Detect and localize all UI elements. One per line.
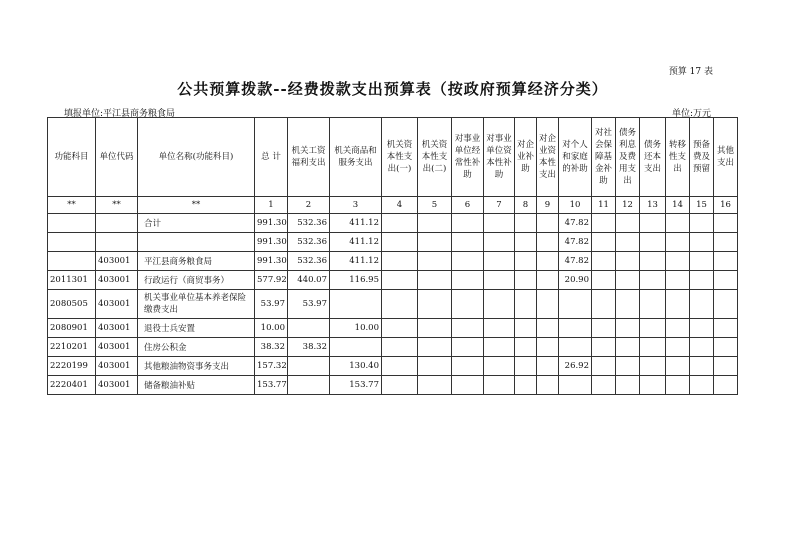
table-row [48,252,738,271]
cell-c2: 130.40 [330,357,382,376]
cell-empty [592,319,616,338]
column-header: 机关商品和服务支出 [330,118,382,197]
index-cell: 2 [288,197,330,214]
cell-empty [515,252,537,271]
cell-empty [537,376,559,395]
cell-empty [714,214,738,233]
table-row [48,271,738,290]
index-row [48,197,738,214]
cell-empty [452,290,484,319]
cell-c1: 440.07 [288,271,330,290]
cell-c1: 532.36 [288,233,330,252]
index-cell: 5 [418,197,452,214]
index-cell: 11 [592,197,616,214]
cell-empty [452,319,484,338]
cell-empty [484,271,515,290]
cell-unit [96,233,138,252]
cell-empty [592,252,616,271]
cell-empty [714,271,738,290]
cell-empty [418,214,452,233]
index-cell: 3 [330,197,382,214]
index-cell: 8 [515,197,537,214]
cell-total: 10.00 [255,319,288,338]
column-header: 机关资本性支出(二) [418,118,452,197]
cell-c2: 411.12 [330,214,382,233]
column-header: 对企业资本性支出 [537,118,559,197]
cell-empty [690,357,714,376]
cell-empty [382,357,418,376]
cell-c1 [288,376,330,395]
cell-empty [714,290,738,319]
cell-total: 157.32 [255,357,288,376]
cell-empty [640,357,666,376]
cell-empty [616,338,640,357]
column-header: 对事业单位经常性补助 [452,118,484,197]
cell-c1 [288,357,330,376]
index-cell: ** [138,197,255,214]
cell-empty [640,319,666,338]
header-row [48,118,738,197]
cell-code: 2011301 [48,271,96,290]
cell-c2: 153.77 [330,376,382,395]
index-cell: 1 [255,197,288,214]
cell-empty [666,338,690,357]
cell-empty [690,338,714,357]
cell-empty [537,357,559,376]
cell-empty [666,271,690,290]
cell-empty [382,252,418,271]
cell-empty [666,319,690,338]
cell-empty [484,233,515,252]
cell-empty [537,271,559,290]
cell-unit: 403001 [96,290,138,319]
cell-code: 2220199 [48,357,96,376]
cell-empty [515,214,537,233]
cell-empty [714,252,738,271]
cell-c10: 20.90 [559,271,592,290]
cell-code [48,214,96,233]
cell-empty [382,338,418,357]
column-header: 对事业单位资本性补助 [484,118,515,197]
cell-empty [666,233,690,252]
cell-empty [418,357,452,376]
cell-empty [537,319,559,338]
cell-code: 2220401 [48,376,96,395]
cell-empty [640,252,666,271]
cell-code: 2080901 [48,319,96,338]
cell-name: 行政运行（商贸事务） [138,271,255,290]
column-header: 对个人和家庭的补助 [559,118,592,197]
cell-empty [640,338,666,357]
cell-unit: 403001 [96,357,138,376]
cell-empty [418,271,452,290]
column-header: 转移性支出 [666,118,690,197]
index-cell: 9 [537,197,559,214]
cell-empty [515,376,537,395]
cell-empty [714,357,738,376]
cell-empty [382,214,418,233]
cell-empty [537,214,559,233]
cell-empty [616,357,640,376]
currency-unit: 单位:万元 [671,109,711,119]
cell-empty [616,319,640,338]
cell-empty [714,319,738,338]
cell-empty [592,357,616,376]
table-row [48,319,738,338]
cell-empty [537,338,559,357]
cell-name: 其他粮油物资事务支出 [138,357,255,376]
cell-empty [616,376,640,395]
cell-unit: 403001 [96,319,138,338]
cell-empty [515,357,537,376]
cell-total: 153.77 [255,376,288,395]
cell-empty [515,271,537,290]
cell-empty [484,290,515,319]
cell-empty [690,319,714,338]
cell-empty [690,233,714,252]
cell-empty [640,376,666,395]
cell-empty [690,290,714,319]
cell-c2: 411.12 [330,252,382,271]
cell-empty [418,233,452,252]
index-cell: ** [48,197,96,214]
page-number: 预算 17 表 [668,67,713,77]
cell-empty [484,338,515,357]
cell-empty [484,357,515,376]
cell-empty [537,252,559,271]
column-header: 功能科目 [48,118,96,197]
cell-c1: 532.36 [288,214,330,233]
index-cell: 16 [714,197,738,214]
cell-c10: 26.92 [559,357,592,376]
cell-c10: 47.82 [559,252,592,271]
cell-c1 [288,319,330,338]
cell-empty [484,252,515,271]
index-cell: 10 [559,197,592,214]
cell-empty [537,290,559,319]
column-header: 债务利息及费用支出 [616,118,640,197]
cell-empty [452,271,484,290]
cell-empty [616,233,640,252]
cell-empty [666,252,690,271]
cell-total: 577.92 [255,271,288,290]
column-header: 机关工资福利支出 [288,118,330,197]
cell-empty [592,271,616,290]
column-header: 对社会保障基金补助 [592,118,616,197]
column-header: 预备费及预留 [690,118,714,197]
cell-empty [537,233,559,252]
cell-c10: 47.82 [559,233,592,252]
cell-code [48,252,96,271]
table-row [48,376,738,395]
cell-empty [382,319,418,338]
cell-empty [616,214,640,233]
budget-table [47,117,738,395]
cell-unit: 403001 [96,338,138,357]
cell-total: 991.30 [255,233,288,252]
column-header: 单位代码 [96,118,138,197]
cell-name: 储备粮油补贴 [138,376,255,395]
cell-empty [484,214,515,233]
cell-code [48,233,96,252]
cell-c10 [559,376,592,395]
cell-empty [616,290,640,319]
cell-c2: 116.95 [330,271,382,290]
index-cell: 6 [452,197,484,214]
index-cell: 14 [666,197,690,214]
cell-empty [418,376,452,395]
cell-empty [592,376,616,395]
table-row [48,338,738,357]
cell-c2 [330,338,382,357]
cell-empty [640,271,666,290]
column-header: 单位名称(功能科目) [138,118,255,197]
cell-c1: 532.36 [288,252,330,271]
column-header: 其他支出 [714,118,738,197]
cell-c1: 53.97 [288,290,330,319]
cell-empty [452,338,484,357]
cell-empty [515,319,537,338]
cell-empty [484,376,515,395]
cell-empty [592,338,616,357]
cell-empty [592,290,616,319]
index-cell: 13 [640,197,666,214]
cell-empty [452,357,484,376]
cell-unit: 403001 [96,271,138,290]
cell-empty [452,376,484,395]
cell-empty [418,319,452,338]
table-row [48,357,738,376]
cell-empty [640,233,666,252]
cell-empty [690,214,714,233]
cell-empty [382,271,418,290]
cell-empty [515,290,537,319]
cell-empty [452,233,484,252]
cell-c10 [559,319,592,338]
cell-empty [382,290,418,319]
cell-empty [515,338,537,357]
cell-empty [452,252,484,271]
column-header: 总 计 [255,118,288,197]
cell-empty [616,271,640,290]
cell-empty [484,319,515,338]
table-row [48,233,738,252]
cell-unit [96,214,138,233]
cell-empty [382,376,418,395]
cell-total: 991.30 [255,252,288,271]
table-row [48,214,738,233]
cell-c1: 38.32 [288,338,330,357]
cell-empty [690,376,714,395]
cell-empty [666,290,690,319]
table-row [48,290,738,319]
column-header: 对企业补助 [515,118,537,197]
cell-c10 [559,290,592,319]
cell-name: 合计 [138,214,255,233]
cell-empty [690,271,714,290]
index-cell: 7 [484,197,515,214]
cell-c2: 411.12 [330,233,382,252]
cell-empty [452,214,484,233]
cell-empty [592,233,616,252]
cell-empty [640,290,666,319]
cell-c2 [330,290,382,319]
cell-c2: 10.00 [330,319,382,338]
cell-total: 991.30 [255,214,288,233]
index-cell: 15 [690,197,714,214]
index-cell: 12 [616,197,640,214]
cell-code: 2080505 [48,290,96,319]
cell-empty [714,338,738,357]
cell-unit: 403001 [96,376,138,395]
cell-unit: 403001 [96,252,138,271]
cell-empty [418,290,452,319]
cell-empty [640,214,666,233]
cell-total: 38.32 [255,338,288,357]
cell-empty [666,214,690,233]
cell-empty [592,214,616,233]
cell-empty [418,252,452,271]
cell-name [138,233,255,252]
cell-name: 机关事业单位基本养老保险缴费支出 [138,290,255,319]
index-cell: ** [96,197,138,214]
page-title: 公共预算拨款--经费拨款支出预算表（按政府预算经济分类） [177,80,608,98]
cell-empty [690,252,714,271]
cell-name: 住房公积金 [138,338,255,357]
cell-c10 [559,338,592,357]
column-header: 机关资本性支出(一) [382,118,418,197]
cell-c10: 47.82 [559,214,592,233]
cell-empty [666,357,690,376]
cell-empty [714,376,738,395]
cell-empty [418,338,452,357]
index-cell: 4 [382,197,418,214]
cell-empty [714,233,738,252]
cell-empty [666,376,690,395]
cell-empty [515,233,537,252]
column-header: 债务还本支出 [640,118,666,197]
cell-name: 平江县商务粮食局 [138,252,255,271]
cell-name: 退役士兵安置 [138,319,255,338]
cell-empty [616,252,640,271]
cell-total: 53.97 [255,290,288,319]
reporting-unit: 填报单位:平江县商务粮食局 [64,109,176,119]
cell-empty [382,233,418,252]
cell-code: 2210201 [48,338,96,357]
